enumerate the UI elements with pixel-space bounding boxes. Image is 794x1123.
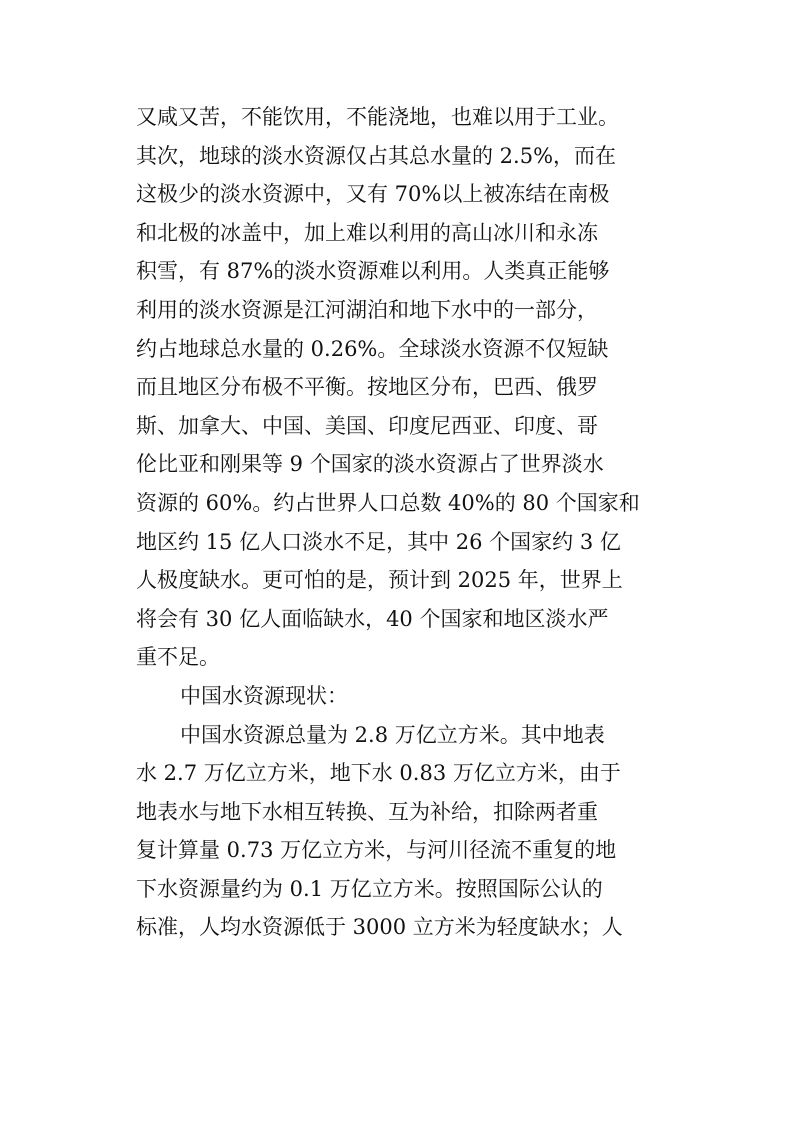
body-text: [136, 98, 676, 947]
text-line: 标准，人均水资源低于 3000 立方米为轻度缺水；人: [136, 915, 623, 940]
text-line: 约占地球总水量的 0.26%。全球淡水资源不仅短缺: [136, 336, 609, 361]
text-line: 其次，地球的淡水资源仅占其总水量的 2.5%，而在: [136, 143, 617, 168]
text-line: 复计算量 0.73 万亿立方米，与河川径流不重复的地: [136, 838, 617, 863]
text-line: 人极度缺水。更可怕的是，预计到 2025 年，世界上: [136, 568, 623, 593]
text-line: 伦比亚和刚果等 9 个国家的淡水资源占了世界淡水: [136, 452, 604, 477]
text-line: 水 2.7 万亿立方米，地下水 0.83 万亿立方米，由于: [136, 761, 621, 786]
text-line: 斯、加拿大、中国、美国、印度尼西亚、印度、哥: [136, 413, 598, 438]
text-line: 而且地区分布极不平衡。按地区分布，巴西、俄罗: [136, 375, 598, 400]
text-line: 积雪，有 87%的淡水资源难以利用。人类真正能够: [136, 259, 610, 284]
text-line: 地表水与地下水相互转换、互为补给，扣除两者重: [136, 799, 598, 824]
text-line: 地区约 15 亿人口淡水不足，其中 26 个国家约 3 亿: [136, 529, 621, 554]
text-line: 和北极的冰盖中，加上难以利用的高山冰川和永冻: [136, 220, 598, 245]
section-heading: 中国水资源现状：: [180, 683, 348, 708]
text-line: 重不足。: [136, 645, 220, 670]
text-line: 将会有 30 亿人面临缺水，40 个国家和地区淡水严: [136, 606, 609, 631]
paragraph-first-line: 中国水资源总量为 2.8 万亿立方米。其中地表: [180, 722, 605, 747]
text-line: 下水资源量约为 0.1 万亿立方米。按照国际公认的: [136, 876, 603, 901]
text-line: 又咸又苦，不能饮用，不能浇地，也难以用于工业。: [136, 105, 619, 129]
text-line: 资源的 60%。约占世界人口总数 40%的 80 个国家和: [136, 490, 640, 515]
text-line: 利用的淡水资源是江河湖泊和地下水中的一部分，: [136, 297, 598, 322]
text-line: 这极少的淡水资源中，又有 70%以上被冻结在南极: [136, 182, 610, 207]
